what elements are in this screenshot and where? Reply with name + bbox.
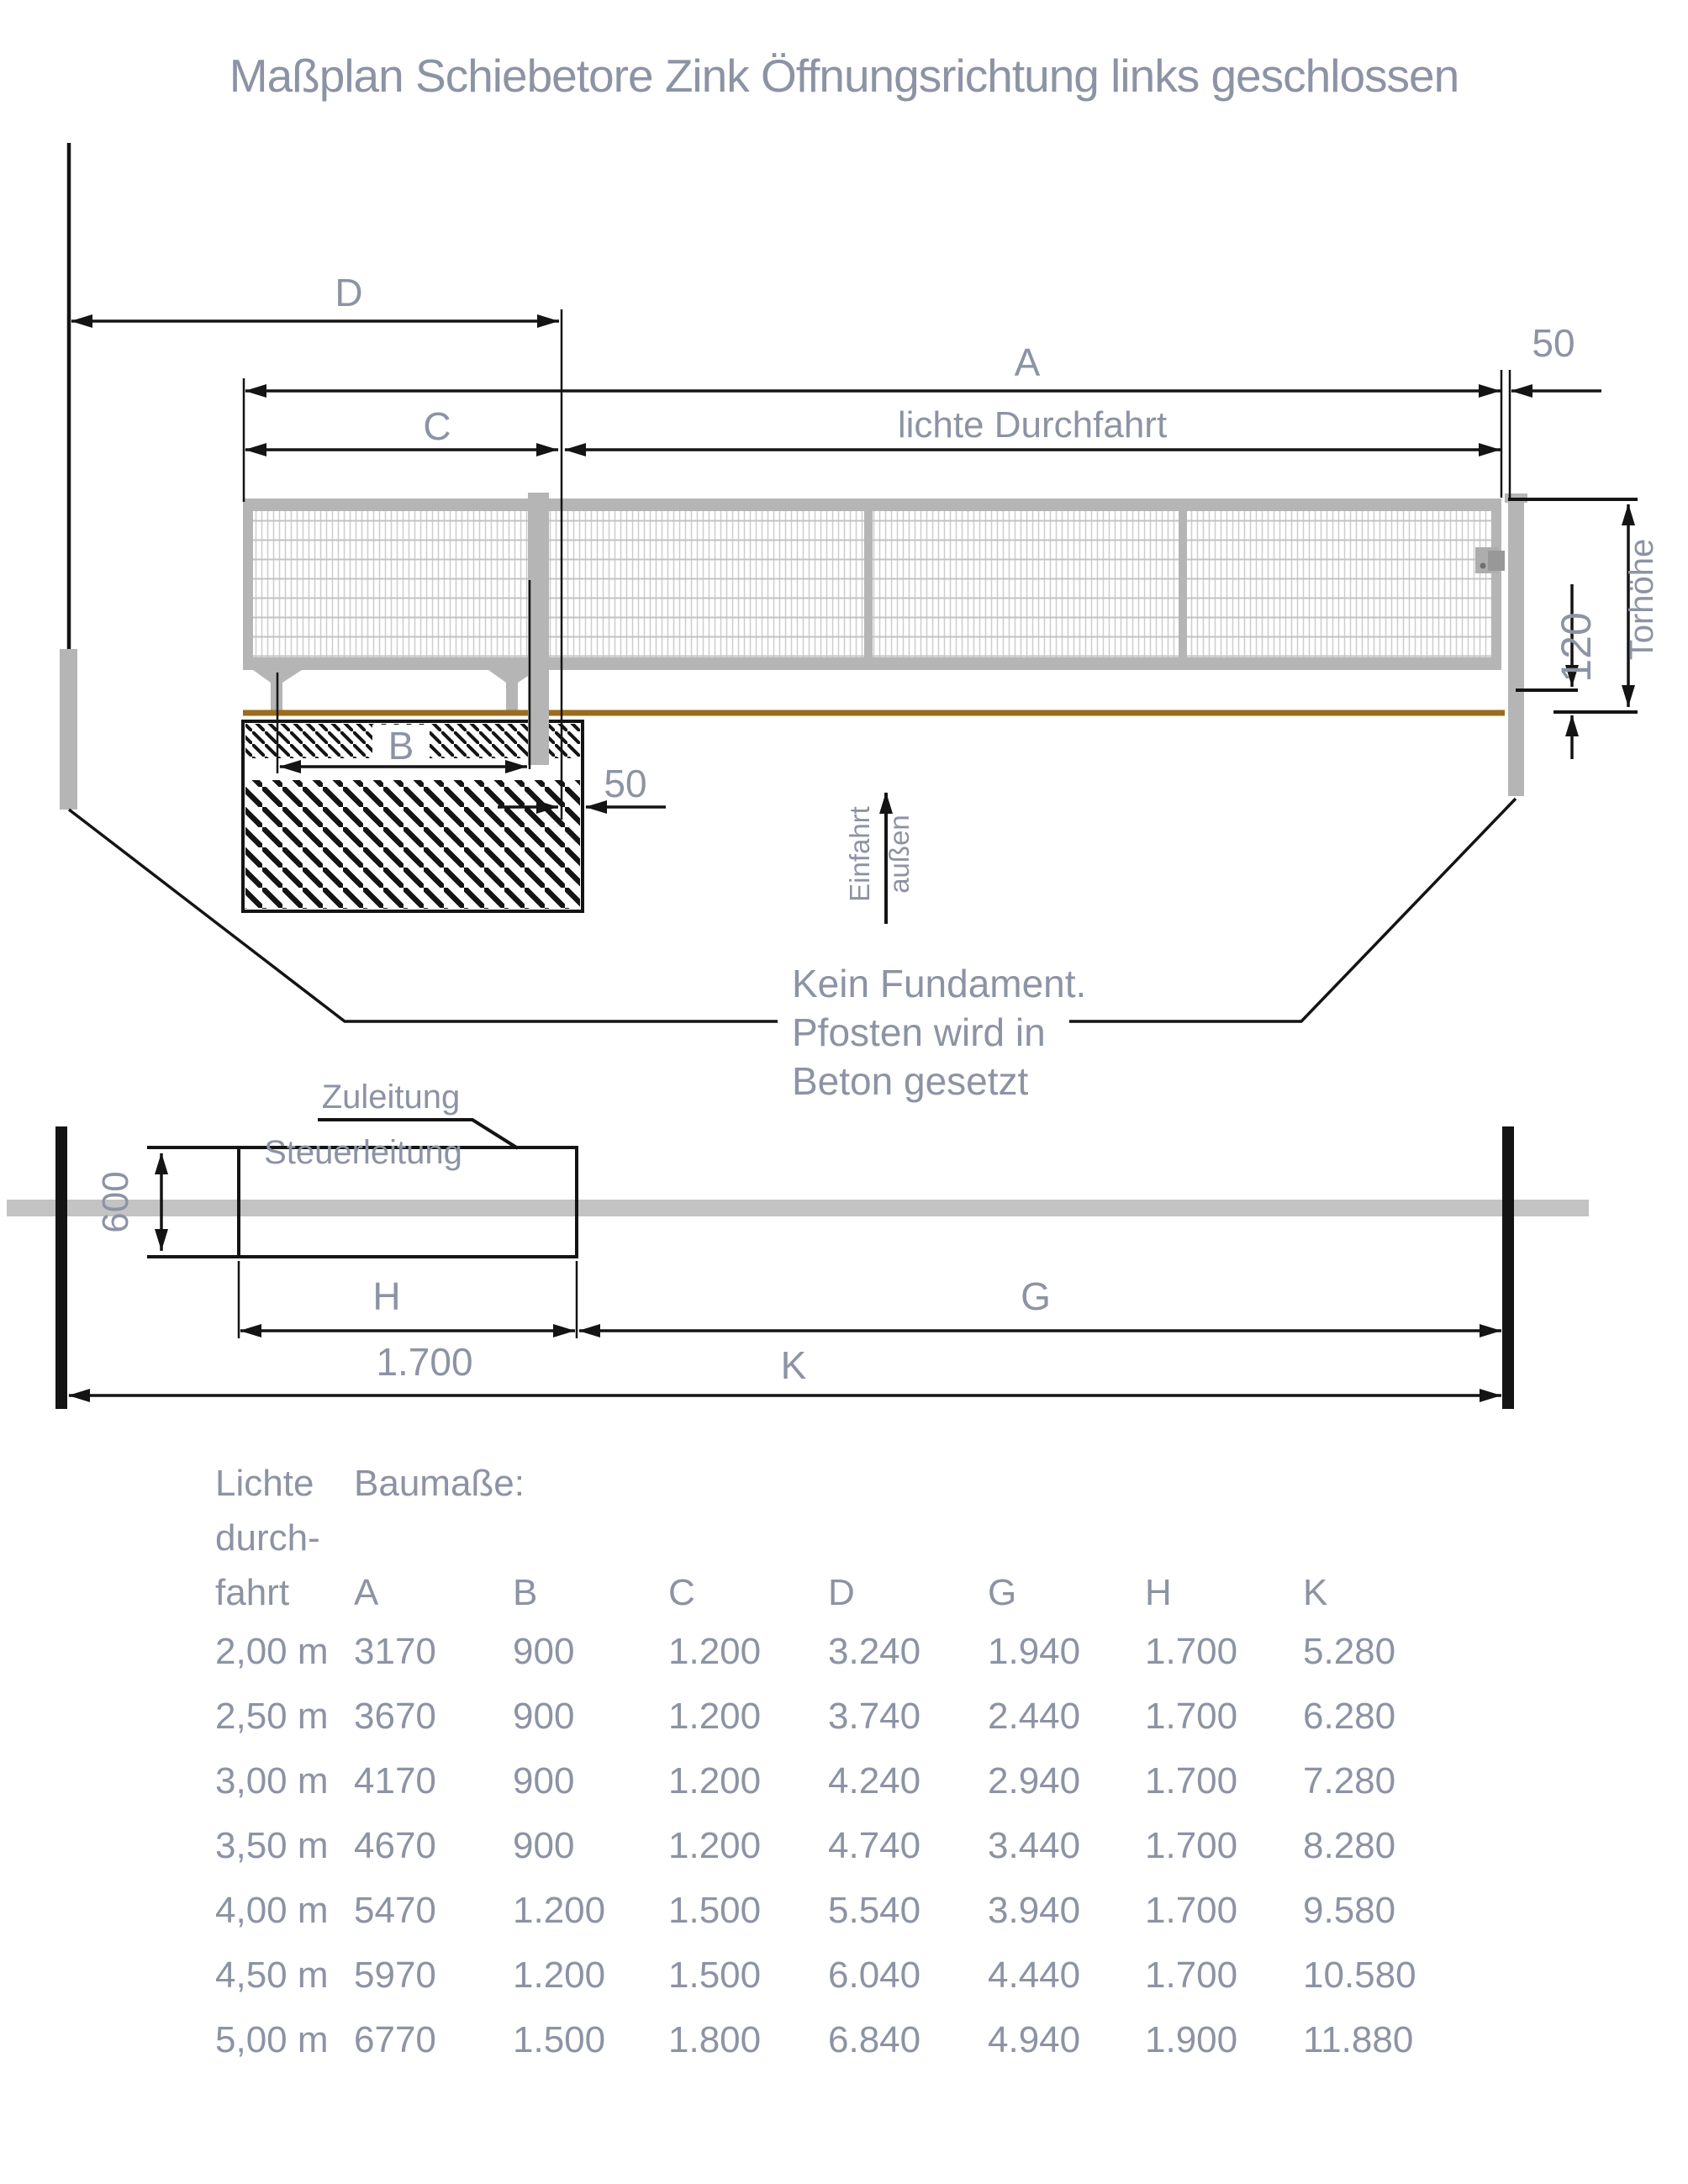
table-col-header: A [354,1572,379,1613]
gate-foot-stem-2 [506,683,518,714]
table-cell: 1.500 [668,1955,762,1996]
table-cell: 3670 [354,1696,436,1737]
sliding-gate [243,499,1501,714]
table-col-header: H [1145,1572,1172,1613]
dim-gap-bottom-label: 50 [604,762,647,805]
table-cell: 1.200 [668,1760,762,1802]
table-row-label: 4,50 m [215,1955,329,1996]
table-cell: 5.540 [828,1890,921,1931]
table-row-label: 3,50 m [215,1825,329,1866]
table-cell: 1.700 [1145,1890,1238,1931]
dim-k [69,1343,1501,1395]
right-post [1508,493,1524,796]
driveway-direction [844,793,915,924]
plan-view [7,1079,1589,1409]
table-cell: 3.440 [988,1825,1081,1866]
gate-lock [1475,547,1505,573]
table-cell: 4670 [354,1825,436,1866]
table-cell: 1.200 [668,1825,762,1866]
dim-d-label: D [335,271,363,314]
dim-h [240,1274,575,1384]
table-cell: 10.580 [1303,1955,1416,1996]
plan-left-post [55,1126,67,1409]
table-cell: 1.700 [1145,1631,1238,1672]
table-col1-header-line3: fahrt [215,1572,290,1613]
table-cell: 1.200 [668,1631,762,1672]
table-row-label: 3,00 m [215,1760,329,1802]
table-row-label: 5,00 m [215,2019,329,2060]
dim-k-label: K [780,1343,807,1387]
table-cell: 1.700 [1145,1696,1238,1737]
plan-right-post [1502,1126,1514,1409]
dim-d [71,271,559,321]
table-cell: 1.500 [668,1890,762,1931]
dim-gap-top-label: 50 [1532,321,1575,365]
table-col-header: C [668,1572,695,1613]
table-cell: 4.240 [828,1760,921,1802]
table-row-label: 2,00 m [215,1631,329,1672]
left-post [60,649,77,810]
table-col1-header-line2: durch- [215,1517,320,1559]
note-line-1: Kein Fundament. [792,962,1087,1005]
clearance-label: 120 [1553,612,1600,683]
lock-cylinder-icon [1480,563,1486,569]
table-cell: 1.200 [513,1955,606,1996]
elevation-view [60,143,1660,1103]
foundation-note [792,962,1086,1103]
cable-callout [264,1079,518,1171]
table-cell: 900 [513,1825,575,1866]
table-cell: 1.200 [513,1890,606,1931]
cable-label-supply: Zuleitung [321,1079,461,1116]
plan-extension-lines [239,1261,577,1338]
track-line [7,1200,1589,1216]
dim-lichte-durchfahrt [565,404,1501,450]
table-cell: 6770 [354,2019,436,2060]
note-leader-right [1069,799,1516,1021]
table-row-label: 2,50 m [215,1696,329,1737]
dim-a [245,340,1501,391]
table-col1-header-line1: Lichte [215,1463,314,1504]
table-cell: 3.940 [988,1890,1081,1931]
table-cell: 6.040 [828,1955,921,1996]
driveway-label-aussen: außen [884,815,915,894]
table-cell: 6.280 [1303,1696,1396,1737]
table-cell: 8.280 [1303,1825,1396,1866]
dim-g-label: G [1021,1274,1051,1318]
table-cell: 900 [513,1696,575,1737]
page-title: Maßplan Schiebetore Zink Öffnungsrichtung links geschlossen [229,50,1459,102]
foundation-hatch-body [245,780,580,909]
table-cell: 7.280 [1303,1760,1396,1802]
dim-c [245,404,558,450]
table-cell: 3170 [354,1631,436,1672]
table-cell: 6.840 [828,2019,921,2060]
table-row-label: 4,00 m [215,1890,329,1931]
table-cell: 3.740 [828,1696,921,1737]
table-cell: 4.740 [828,1825,921,1866]
table-cell: 1.700 [1145,1825,1238,1866]
table-cell: 1.900 [1145,2019,1238,2060]
table-cell: 4170 [354,1760,436,1802]
driveway-label-einfahrt: Einfahrt [844,806,875,902]
table-cell: 1.500 [513,2019,606,2060]
table-cell: 4.940 [988,2019,1081,2060]
table-cell: 5470 [354,1890,436,1931]
table-cell: 1.200 [668,1696,762,1737]
dim-c-label: C [423,404,451,448]
table-cell: 900 [513,1631,575,1672]
table-cell: 5970 [354,1955,436,1996]
table-cell: 9.580 [1303,1890,1396,1931]
guide-post [528,493,549,765]
table-cell: 2.940 [988,1760,1081,1802]
note-line-2: Pfosten wird in [792,1010,1046,1054]
cable-label-control: Steuerleitung [264,1134,462,1171]
lock-keeper [1488,551,1505,571]
dimension-table [215,1463,1560,2118]
dim-lichte-label: lichte Durchfahrt [897,404,1168,446]
table-col-header: G [988,1572,1017,1613]
table-cell: 1.700 [1145,1955,1238,1996]
gate-left-stile [243,499,253,670]
dim-gap-top [1511,321,1601,391]
gate-divider-1 [864,499,873,670]
dim-h-label: H [372,1274,401,1318]
table-cell: 11.880 [1303,2019,1414,2060]
table-cell: 1.800 [668,2019,762,2060]
table-group-header: Baumaße: [354,1463,525,1504]
table-cell: 1.700 [1145,1760,1238,1802]
table-cell: 2.440 [988,1696,1081,1737]
table-cell: 3.240 [828,1631,921,1672]
dim-h-value: 1.700 [376,1340,473,1384]
dim-a-label: A [1014,340,1041,384]
table-cell: 900 [513,1760,575,1802]
gate-right-stile [1491,499,1501,670]
table-cell: 1.940 [988,1631,1081,1672]
table-cell: 5.280 [1303,1631,1396,1672]
note-line-3: Beton gesetzt [792,1059,1029,1103]
gate-divider-2 [1179,499,1187,670]
dim-b-label: B [388,724,414,768]
dim-clearance [1516,584,1600,759]
dim-depth-label: 600 [95,1171,136,1233]
torhoehe-label: Torhöhe [1623,538,1660,661]
table-col-header: K [1303,1572,1328,1613]
dim-g [579,1274,1501,1331]
table-col-header: B [513,1572,538,1613]
table-col-header: D [828,1572,855,1613]
table-cell: 4.440 [988,1955,1081,1996]
